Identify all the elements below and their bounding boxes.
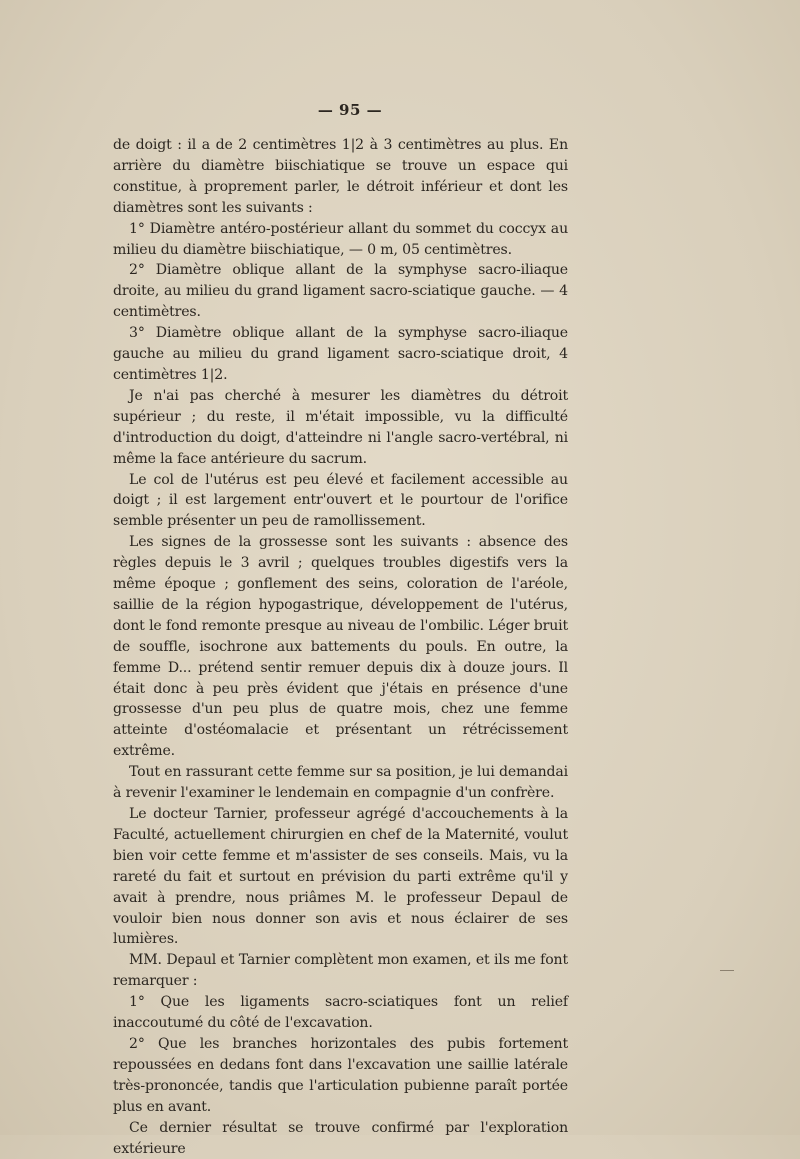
paragraph: MM. Depaul et Tarnier complètent mon examen, et ils me font remarquer :: [113, 952, 568, 990]
paragraph: 2° Que les branches horizontales des pubis fortement repoussées en dedans font dans l'excavation une saillie latérale très-prononcée, tandis que l'articulation pubienne paraît portée plus en avant.: [113, 1035, 568, 1115]
paragraph: de doigt : il a de 2 centimètres 1|2 à 3 centimètres au plus. En arrière du diamètre biischiatique se trouve un espace qui constitue, à proprement parler, le détroit inférieur et dont les diamètres sont les suivants :: [113, 137, 568, 216]
paragraph: Le col de l'utérus est peu élevé et facilement accessible au doigt ; il est largement entr'ouvert et le pourtour de l'orifice semble présenter un peu de ramollissement.: [113, 471, 568, 530]
paragraph: Ce dernier résultat se trouve confirmé par l'exploration extérieure: [113, 1119, 568, 1157]
page-number: — 95 —: [317, 101, 383, 119]
paragraph: Tout en rassurant cette femme sur sa position, je lui demandai à revenir l'examiner le lendemain en compagnie d'un confrère.: [113, 764, 568, 802]
paragraph: Le docteur Tarnier, professeur agrégé d'accouchements à la Faculté, actuellement chirurgien en chef de la Maternité, voulut bien voir cette femme et m'assister de ses conseils. Mais, vu la rareté du fait et surtout en prévision du parti extrême qu'il y avait à prendre, nous priâmes M. le professeur Depaul de vouloir bien nous donner son avis et nous éclairer de ses lumières.: [113, 806, 568, 948]
body-text: [113, 135, 568, 1159]
paragraph: 3° Diamètre oblique allant de la symphyse sacro-iliaque gauche au milieu du grand ligament sacro-sciatique droit, 4 centimètres 1|2.: [113, 325, 568, 383]
paragraph: Les signes de la grossesse sont les suivants : absence des règles depuis le 3 avril ; quelques troubles digestifs vers la même époque ; gonflement des seins, coloration de l'aréole, saillie de la région hypogastrique, développement de l'utérus, dont le fond remonte presque au niveau de l'ombilic. Léger bruit de souffle, isochrone aux battements du pouls. En outre, la femme D... prétend sentir remuer depuis dix à douze jours. Il était donc à peu près évident que j'étais en présence d'une grossesse d'un peu plus de quatre mois, chez une femme atteinte d'ostéomalacie et présentant un rétrécissement extrême.: [113, 534, 568, 760]
paragraph: Je n'ai pas cherché à mesurer les diamètres du détroit supérieur ; du reste, il m'était impossible, vu la difficulté d'introduction du doigt, d'atteindre ni l'angle sacro-vertébral, ni même la face antérieure du sacrum.: [113, 387, 568, 467]
paragraph: 2° Diamètre oblique allant de la symphyse sacro-iliaque droite, au milieu du grand ligament sacro-sciatique gauche. — 4 centimètres.: [113, 262, 568, 321]
paragraph: 1° Que les ligaments sacro-sciatiques font un relief inaccoutumé du côté de l'excavation.: [113, 994, 568, 1032]
margin-mark: [720, 970, 734, 971]
paragraph: 1° Diamètre antéro-postérieur allant du sommet du coccyx au milieu du diamètre biischiatique, — 0 m, 05 centimètres.: [113, 220, 568, 258]
